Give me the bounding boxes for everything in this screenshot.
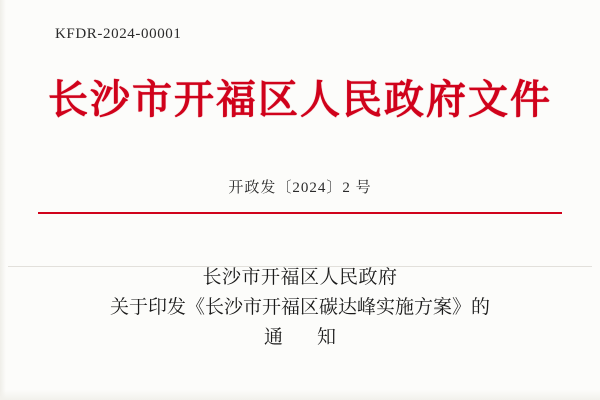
red-horizontal-rule	[38, 212, 562, 214]
document-masthead-title: 长沙市开福区人民政府文件	[48, 76, 552, 123]
document-title-block	[0, 262, 600, 352]
document-title-line-1: 长沙市开福区人民政府	[202, 266, 398, 288]
document-issue-number: 开政发〔2024〕2 号	[228, 180, 372, 196]
paper-edge-shading-bottom	[0, 390, 600, 400]
document-title-line-3: 通 知	[263, 326, 351, 348]
document-title-line-2: 关于印发《长沙市开福区碳达峰实施方案》的	[109, 296, 490, 318]
document-serial-number: KFDR-2024-00001	[55, 26, 182, 42]
